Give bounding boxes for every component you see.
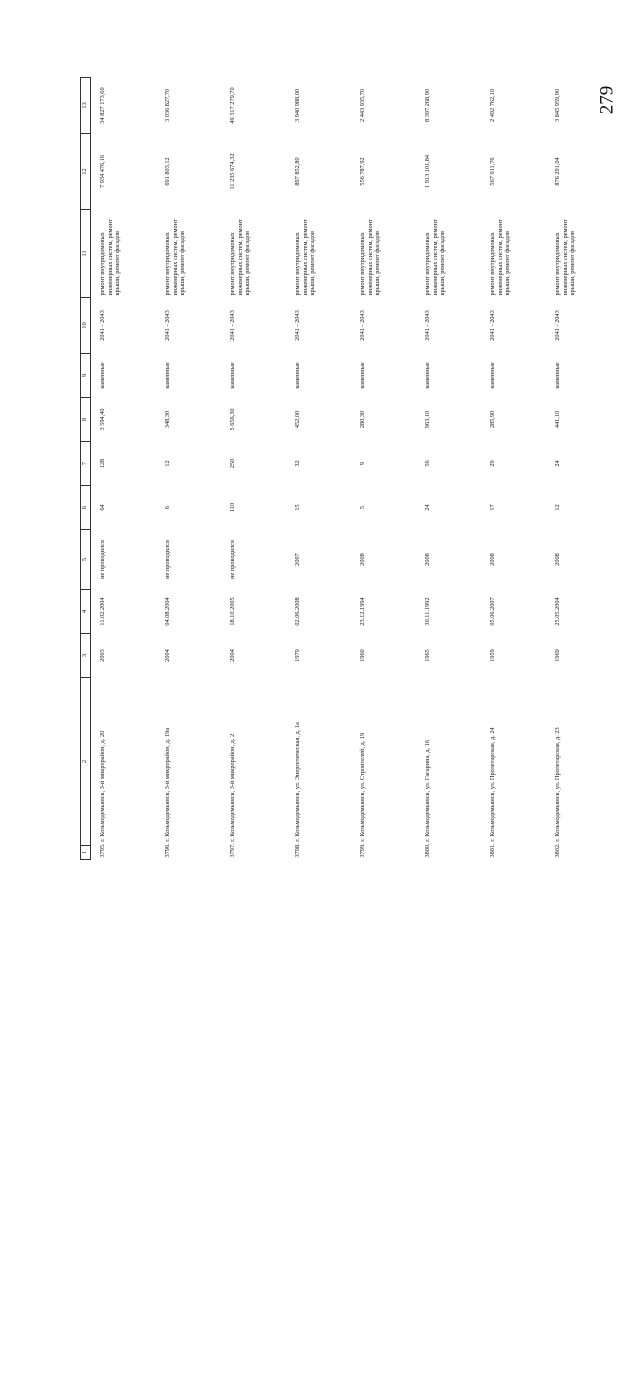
table-row <box>91 78 157 860</box>
header-col-12: 12 <box>81 134 91 210</box>
row-number: 3797. <box>229 843 236 858</box>
header-col-3: 3 <box>81 634 91 678</box>
area: 441,10 <box>554 410 561 429</box>
table-row <box>351 78 416 860</box>
work-types: ремонт внутридомовых инженерных систем, ремонт крыши, ремонт фасадов <box>294 219 317 296</box>
row-number: 3800. <box>424 843 431 858</box>
row-number: 3801. <box>489 843 496 858</box>
col-12: 897 852,80 <box>294 157 301 186</box>
date: 23.12.1994 <box>359 597 366 626</box>
address: г. Козьмодемьянск, 3-й микрорайон, д. 20 <box>99 730 106 842</box>
col-13: 2 492 762,10 <box>489 88 496 123</box>
year-built: 1960 <box>359 649 366 662</box>
year-built: 1959 <box>489 649 496 662</box>
address: г. Козьмодемьянск, ул. Пролетарская, д. 23 <box>554 727 561 842</box>
area: 348,30 <box>164 410 171 429</box>
col-7: 29 <box>489 460 496 467</box>
row-number: 3802. <box>554 843 561 858</box>
col-13: 34 827 173,60 <box>99 87 106 124</box>
last-repair: не проводился <box>229 540 236 579</box>
col-6: 15 <box>294 504 301 511</box>
col-6: 12 <box>554 504 561 511</box>
period: 2041 - 2043 <box>424 310 431 341</box>
row-number: 3796. <box>164 843 171 858</box>
year-built: 1979 <box>294 649 301 662</box>
work-types: ремонт внутридомовых инженерных систем, ремонт крыши, ремонт фасадов <box>164 219 187 296</box>
date: 04.08.2004 <box>164 597 171 626</box>
wall-material: каменные <box>359 362 366 389</box>
last-repair: 2008 <box>554 553 561 566</box>
address-cell <box>546 678 611 860</box>
date: 05.06.2007 <box>489 597 496 626</box>
header-col-1: 1 <box>81 846 91 860</box>
period: 2041 - 2043 <box>359 310 366 341</box>
year-built: 2003 <box>99 649 106 662</box>
work-types: ремонт внутридомовых инженерных систем, ремонт крыши, ремонт фасадов <box>99 219 122 296</box>
header-col-7: 7 <box>81 442 91 486</box>
row-number: 3799. <box>359 843 366 858</box>
housing-register-table <box>80 77 611 860</box>
wall-material: каменные <box>164 362 171 389</box>
period: 2041 - 2043 <box>489 310 496 341</box>
col-7: 24 <box>554 460 561 467</box>
year-built: 2004 <box>229 649 236 662</box>
col-7: 32 <box>294 460 301 467</box>
header-col-11: 11 <box>81 210 91 298</box>
address-cell <box>286 678 351 860</box>
header-col-4: 4 <box>81 590 91 634</box>
col-6: 110 <box>229 502 236 513</box>
header-col-6: 6 <box>81 486 91 530</box>
rotated-page <box>80 87 640 1394</box>
row-number: 3798. <box>294 843 301 858</box>
col-7: 250 <box>229 458 236 469</box>
table-header-row <box>81 78 91 860</box>
table-row <box>546 78 611 860</box>
period: 2041 - 2043 <box>554 310 561 341</box>
rotated-content <box>80 78 614 860</box>
last-repair: 2008 <box>359 553 366 566</box>
header-col-9: 9 <box>81 354 91 398</box>
area: 3 594,40 <box>99 408 106 431</box>
wall-material: каменные <box>424 362 431 389</box>
col-12: 1 913 101,84 <box>424 154 431 189</box>
address: г. Козьмодемьянск, 3-й микрорайон, д. 19а <box>164 727 171 842</box>
work-types: ремонт внутридомовых инженерных систем, ремонт крыши, ремонт фасадов <box>424 219 447 296</box>
last-repair: не проводился <box>164 540 171 579</box>
period: 2041 - 2043 <box>164 310 171 341</box>
address: г. Козьмодемьянск, 3-й микрорайон, д. 2 <box>229 733 236 842</box>
address-cell <box>351 678 416 860</box>
address: г. Козьмодемьянск, ул. Пролетарская, д. 24 <box>489 727 496 842</box>
work-types: ремонт внутридомовых инженерных систем, ремонт крыши, ремонт фасадов <box>229 219 252 296</box>
period: 2041 - 2043 <box>294 310 301 341</box>
col-12: 11 235 674,32 <box>229 153 236 190</box>
address-cell <box>91 678 157 860</box>
col-12: 691 803,12 <box>164 157 171 186</box>
col-7: 56 <box>424 460 431 467</box>
header-col-2: 2 <box>81 678 91 846</box>
col-13: 49 317 279,70 <box>229 87 236 124</box>
col-7: 9 <box>359 461 366 466</box>
work-types: ремонт внутридомовых инженерных систем, ремонт крыши, ремонт фасадов <box>489 219 512 296</box>
address-cell <box>221 678 286 860</box>
date: 18.10.2005 <box>229 597 236 626</box>
header-col-10: 10 <box>81 298 91 354</box>
row-number: 3795. <box>99 843 106 858</box>
col-7: 128 <box>99 458 106 469</box>
wall-material: каменные <box>99 362 106 389</box>
table-row <box>221 78 286 860</box>
col-13: 3 036 827,70 <box>164 88 171 123</box>
col-12: 7 934 476,16 <box>99 154 106 189</box>
col-6: 5 <box>359 505 366 510</box>
col-6: 64 <box>99 504 106 511</box>
wall-material: каменные <box>294 362 301 389</box>
area: 280,30 <box>359 410 366 429</box>
date: 11.02.2004 <box>99 597 106 626</box>
col-12: 556 787,92 <box>359 157 366 186</box>
date: 30.11.1992 <box>424 597 431 626</box>
col-7: 12 <box>164 460 171 467</box>
col-12: 567 911,76 <box>489 157 496 186</box>
date: 02.06.2008 <box>294 597 301 626</box>
col-6: 24 <box>424 504 431 511</box>
last-repair: не проводился <box>99 540 106 579</box>
wall-material: каменные <box>489 362 496 389</box>
col-13: 2 443 935,70 <box>359 88 366 123</box>
address-cell <box>416 678 481 860</box>
header-col-5: 5 <box>81 530 91 590</box>
address-cell <box>481 678 546 860</box>
header-col-13: 13 <box>81 78 91 134</box>
col-13: 3 940 988,00 <box>294 88 301 123</box>
wall-material: каменные <box>554 362 561 389</box>
year-built: 1969 <box>554 649 561 662</box>
date: 25.05.2004 <box>554 597 561 626</box>
period: 2041 - 2043 <box>99 310 106 341</box>
last-repair: 2008 <box>489 553 496 566</box>
page-number-text: 279 <box>596 85 617 115</box>
area: 285,90 <box>489 410 496 429</box>
col-6: 6 <box>164 505 171 510</box>
header-col-8: 8 <box>81 398 91 442</box>
period: 2041 - 2043 <box>229 310 236 341</box>
address: г. Козьмодемьянск, ул. Гагарина, д. 16 <box>424 739 431 842</box>
work-types: ремонт внутридомовых инженерных систем, ремонт крыши, ремонт фасадов <box>554 219 577 296</box>
col-6: 17 <box>489 504 496 511</box>
area: 963,10 <box>424 410 431 429</box>
wall-material: каменные <box>229 362 236 389</box>
year-built: 2004 <box>164 649 171 662</box>
last-repair: 2007 <box>294 553 301 566</box>
year-built: 1965 <box>424 649 431 662</box>
last-repair: 2008 <box>424 553 431 566</box>
work-types: ремонт внутридомовых инженерных систем, ремонт крыши, ремонт фасадов <box>359 219 382 296</box>
address: г. Козьмодемьянск, ул. Энергетическая, д. 1а <box>294 722 301 842</box>
table-row <box>286 78 351 860</box>
table-row <box>156 78 221 860</box>
table-row <box>481 78 546 860</box>
col-13: 3 845 959,90 <box>554 88 561 123</box>
col-12: 876 201,04 <box>554 157 561 186</box>
address-cell <box>156 678 221 860</box>
address: г. Козьмодемьянск, ул. Строителей, д. 19 <box>359 732 366 842</box>
area: 5 656,30 <box>229 408 236 431</box>
col-13: 8 397 268,90 <box>424 88 431 123</box>
area: 452,00 <box>294 410 301 429</box>
table-row <box>416 78 481 860</box>
